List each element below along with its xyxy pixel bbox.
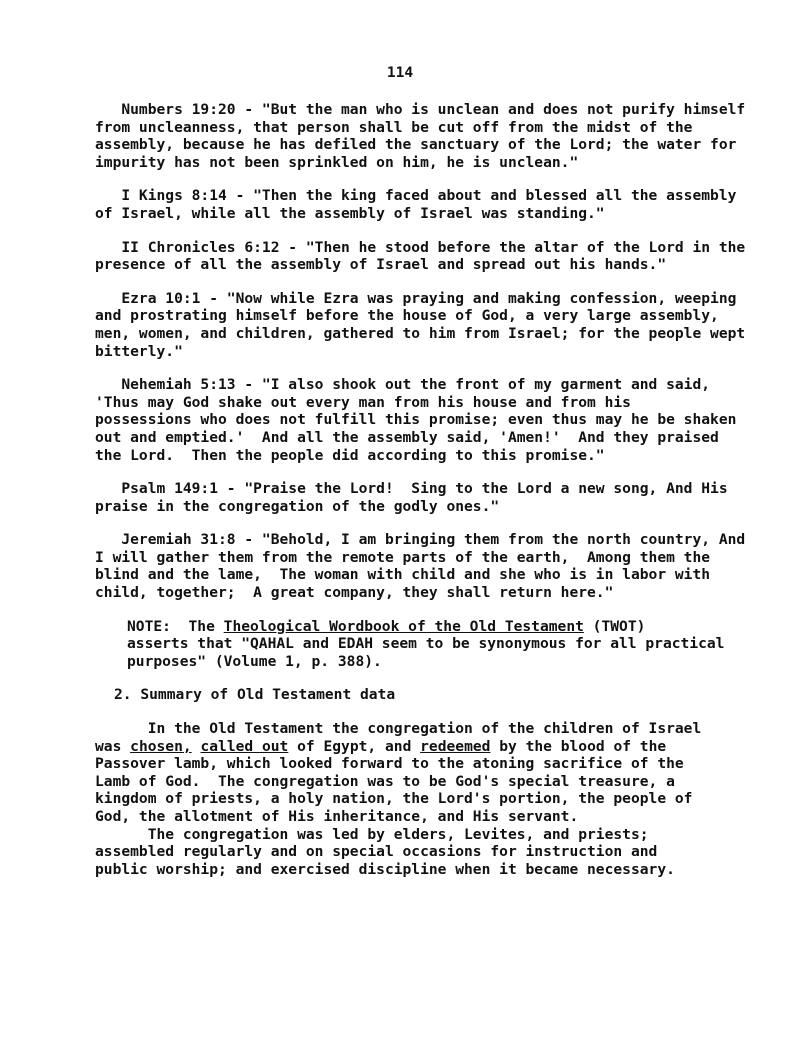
verse-line: presence of all the assembly of Israel and spread out his hands." [95, 256, 667, 274]
verse-line: Nehemiah 5:13 - "I also shook out the front of my garment and said, [95, 376, 711, 394]
verse-line: Jeremiah 31:8 - "Behold, I am bringing them from the north country, And [95, 531, 746, 549]
note-post: (TWOT) [583, 617, 646, 635]
verse-line: Ezra 10:1 - "Now while Ezra was praying and making confession, weeping [95, 289, 737, 307]
verse-line: assembly, because he has defiled the sanctuary of the Lord; the water for [95, 136, 737, 154]
summary-line: God, the allotment of His inheritance, and His servant. [95, 808, 579, 825]
verse-line: impurity has not been sprinkled on him, he is unclean." [95, 153, 579, 171]
summary-line: Passover lamb, which looked forward to the atoning sacrifice of the [95, 755, 684, 773]
summary-line-2d: by the blood of the [490, 737, 667, 755]
twot-note [95, 618, 735, 671]
summary-line: public worship; and exercised discipline when it became necessary. [95, 860, 675, 878]
verse-paragraph [95, 187, 735, 222]
note-pre: The [170, 617, 224, 635]
verse-line: bitterly." [95, 342, 183, 360]
note-label: NOTE: [127, 617, 171, 635]
verse-paragraph [95, 376, 735, 464]
summary-paragraph-1-rest [95, 755, 692, 825]
verse-line: II Chronicles 6:12 - "Then he stood before the altar of the Lord in the [95, 238, 746, 256]
summary-line: The congregation was led by elders, Levites, and priests; [95, 825, 649, 843]
page-body [95, 101, 746, 878]
summary-line: Lamb of God. The congregation was to be God's special treasure, a [95, 772, 675, 790]
verse-line: of Israel, while all the assembly of Israel was standing." [95, 204, 605, 222]
verse-paragraph [95, 531, 746, 602]
verse-paragraph [95, 289, 746, 360]
verse-paragraph [95, 238, 746, 274]
summary-line-1: In the Old Testament the congregation of the children of Israel [95, 720, 702, 738]
note-line-2: asserts that "QAHAL and EDAH seem to be synonymous for all practical [127, 635, 725, 653]
verse-list [95, 101, 746, 602]
section-heading: 2. Summary of Old Testament data [114, 686, 396, 704]
verse-line: I Kings 8:14 - "Then the king faced about and blessed all the assembly [95, 187, 737, 205]
verse-line: from uncleanness, that person shall be cut off from the midst of the [95, 118, 693, 136]
verse-line: men, women, and children, gathered to him from Israel; for the people wept [95, 324, 746, 342]
verse-line: praise in the congregation of the godly ones." [95, 497, 500, 515]
chosen-term: chosen, [130, 737, 192, 755]
verse-paragraph [95, 101, 746, 171]
summary-paragraph-1 [95, 720, 735, 826]
summary-line-2c: of Egypt, and [288, 737, 421, 755]
verse-line: possessions who does not fulfill this promise; even thus may he be shaken [95, 411, 737, 429]
summary-line: assembled regularly and on special occasions for instruction and [95, 843, 658, 861]
summary-line: kingdom of priests, a holy nation, the Lord's portion, the people of [95, 790, 693, 808]
verse-line: the Lord. Then the people did according to this promise." [95, 446, 605, 464]
verse-line: blind and the lame, The woman with child and she who is in labor with [95, 566, 711, 584]
summary-line-2a: was [95, 737, 131, 755]
verse-line: Psalm 149:1 - "Praise the Lord! Sing to the Lord a new song, And His [95, 480, 728, 498]
verse-paragraph [95, 480, 735, 515]
verse-line: 'Thus may God shake out every man from his house and from his [95, 393, 631, 411]
verse-line: out and emptied.' And all the assembly said, 'Amen!' And they praised [95, 428, 719, 446]
called-out-term: called out [200, 737, 289, 755]
summary-paragraph-2 [95, 826, 735, 879]
verse-line: child, together; A great company, they shall return here." [95, 584, 614, 602]
verse-line: Numbers 19:20 - "But the man who is unclean and does not purify himself [95, 101, 746, 118]
verse-line: I will gather them from the remote parts of the earth, Among them the [95, 548, 711, 566]
page-number: 114 [386, 64, 414, 81]
twot-book-title: Theological Wordbook of the Old Testament [223, 617, 584, 635]
redeemed-term: redeemed [420, 737, 491, 755]
verse-line: and prostrating himself before the house of God, a very large assembly, [95, 307, 719, 325]
note-line-3: purposes" (Volume 1, p. 388). [127, 652, 382, 670]
